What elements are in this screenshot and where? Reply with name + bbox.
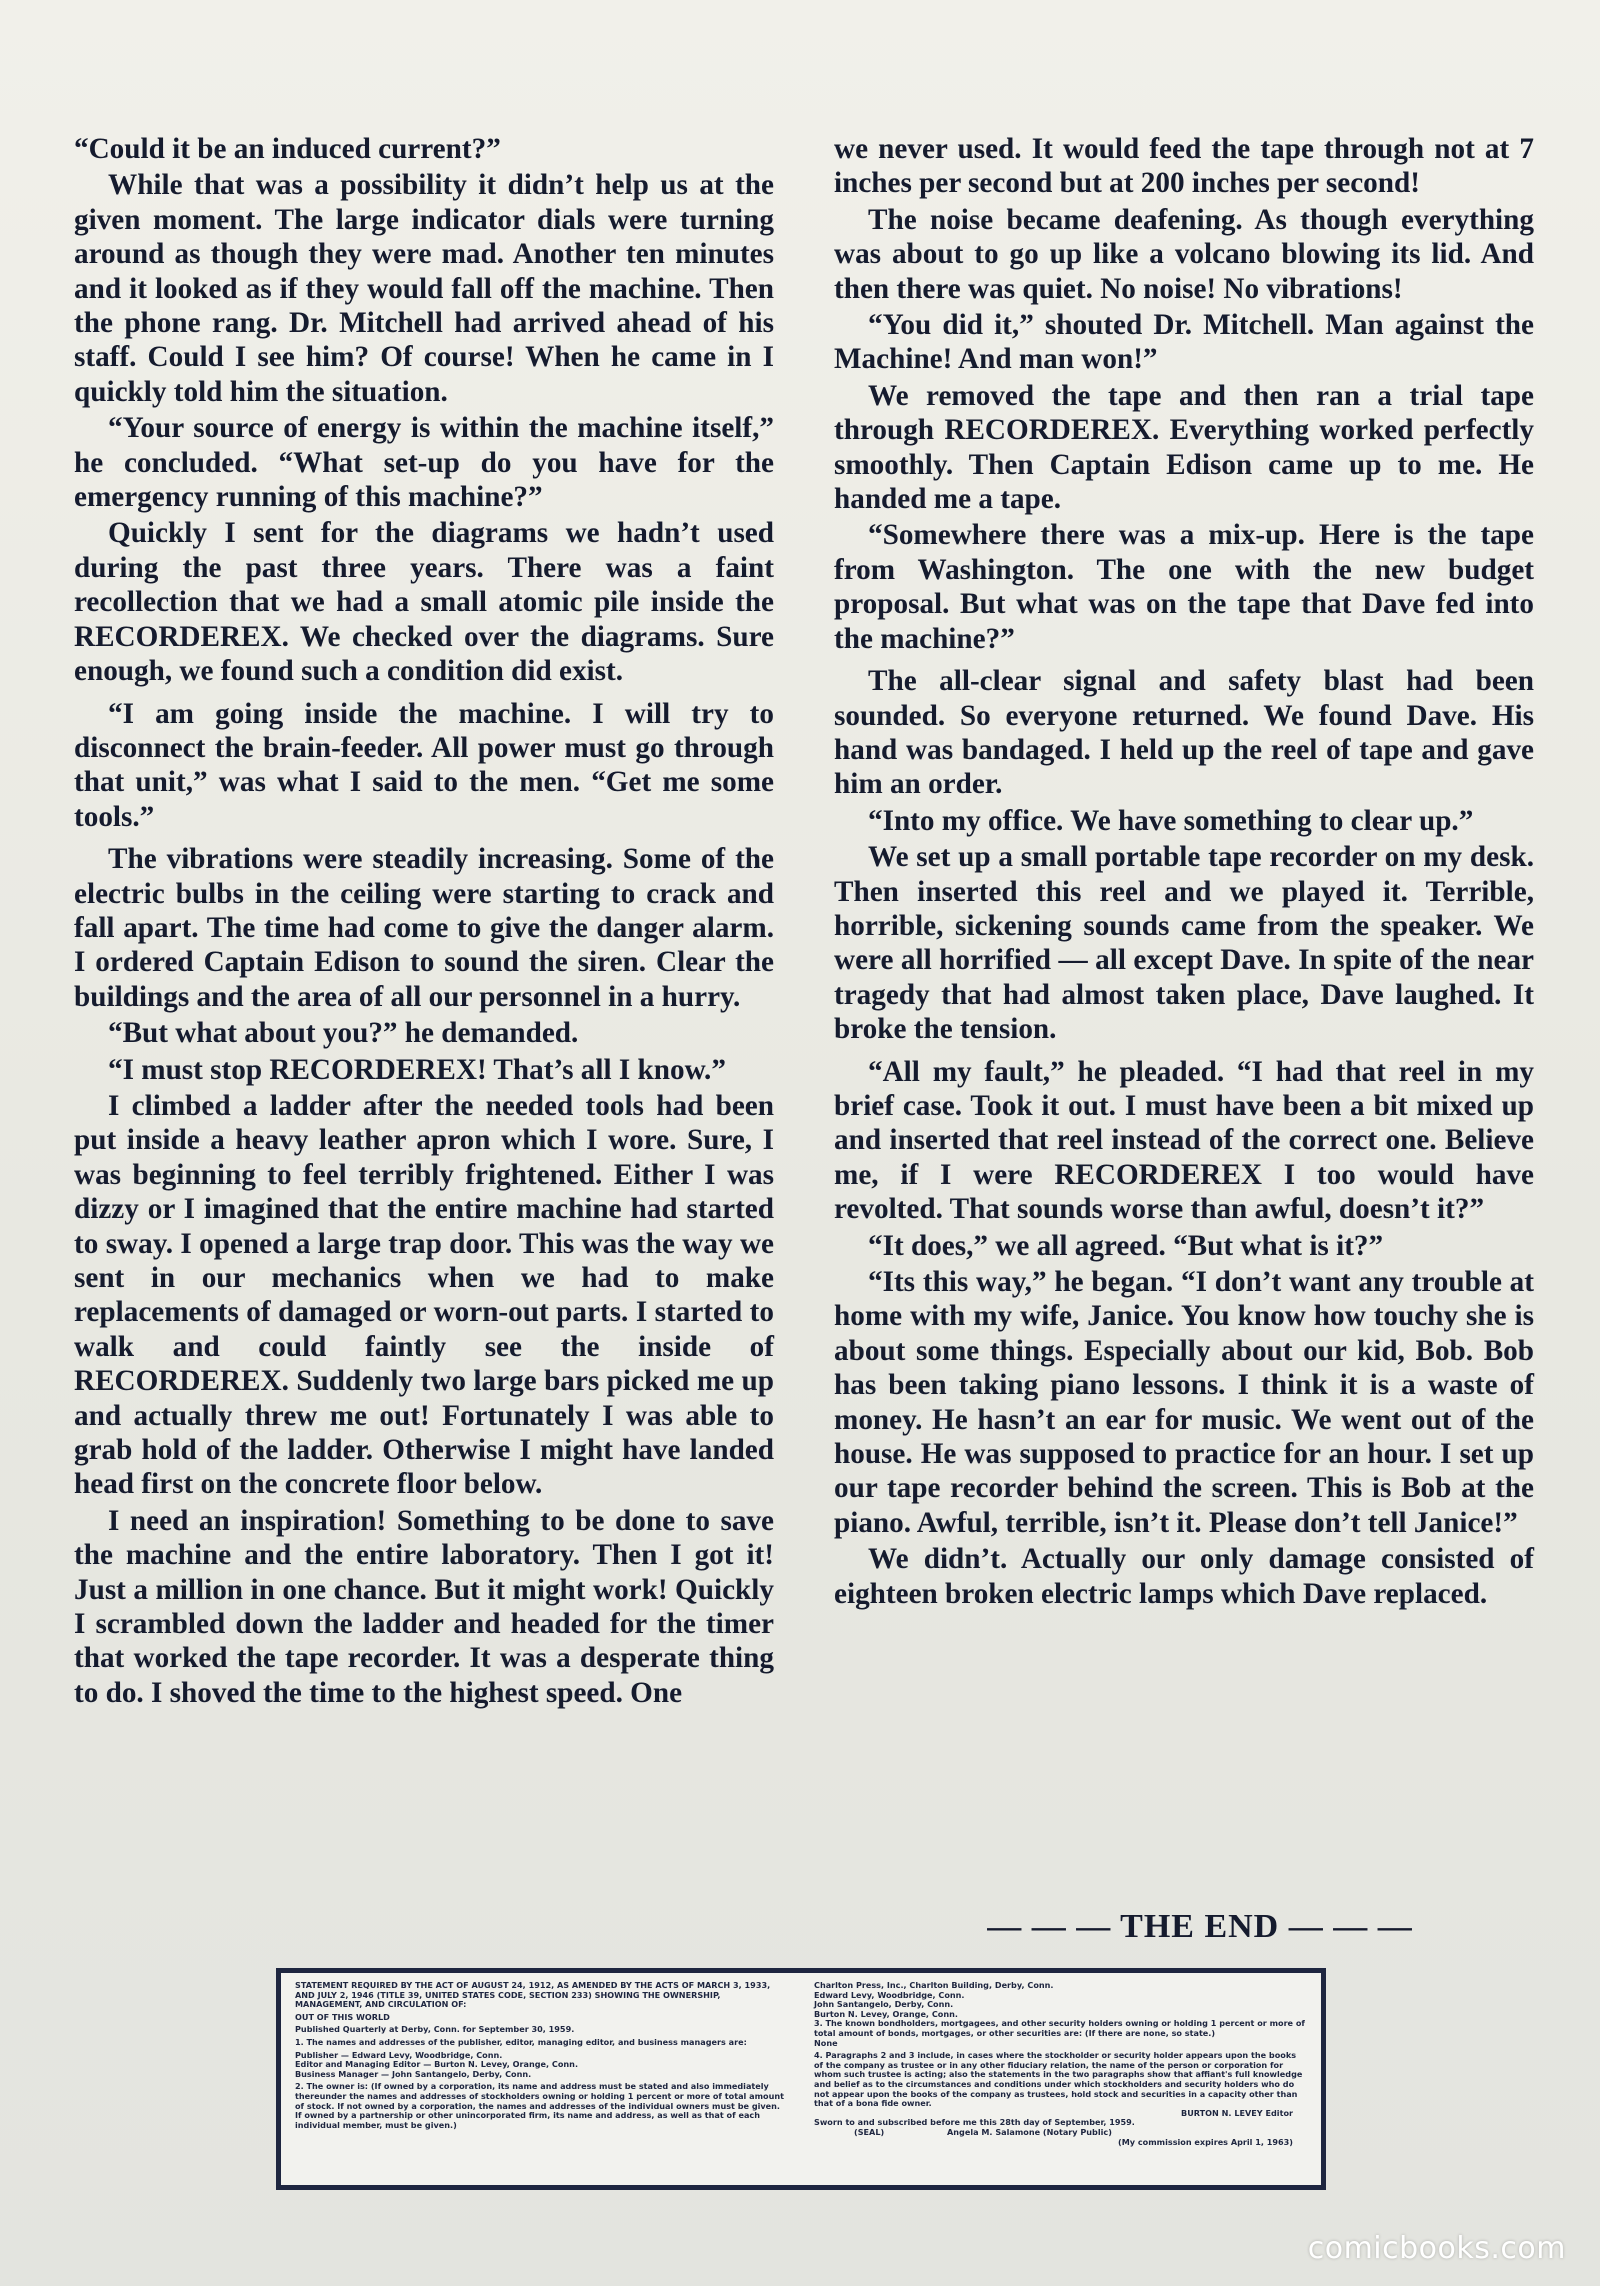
- paragraph: Quickly I sent for the diagrams we hadn’t used during the past three years. There was a faint recollection that we had a small atomic pile inside the RECORDEREX. We checked over the diagrams. Sure enough, we found such a condition did exist.: [74, 517, 774, 688]
- seal-text: (SEAL): [854, 2126, 885, 2137]
- paragraph: We didn’t. Actually our only damage consisted of eighteen broken electric lamps which Dave replaced.: [834, 1543, 1534, 1610]
- paragraph: “But what about you?” he demanded.: [108, 1017, 579, 1050]
- editor-line: Editor and Managing Editor — Burton N. Levey, Orange, Conn.: [295, 2059, 579, 2070]
- paragraph: The noise became deafening. As though everything was about to go up like a volcano blowing its lid. And then there was quiet. No noise! No vibrations!: [834, 203, 1534, 305]
- statement-heading: STATEMENT REQUIRED BY THE ACT OF AUGUST 24, 1912, AS AMENDED BY THE ACTS OF MARCH 3, 1933, AND JULY 2, 1946 (TITLE 39, UNITED STATES CODE, SECTION 233) SHOWING THE OWNERSHIP, MANAGEMENT, AND CIRCULATION OF:: [295, 1980, 771, 2010]
- paragraph: The vibrations were steadily increasing. Some of the electric bulbs in the ceiling were starting to crack and fall apart. The time had come to give the danger alarm. I ordered Captain Edison to sound the siren. Clear the buildings and the area of all our personnel in a hurry.: [74, 843, 774, 1013]
- left-text-column: [74, 132, 774, 1712]
- paragraph: “Your source of energy is within the machine itself,” he concluded. “What set-up do you have for the emergency running of this machine?”: [74, 412, 774, 514]
- statement-item-4: 4. Paragraphs 2 and 3 include, in cases where the stockholder or security holder appears upon the books of the company as trustee or in any other fiduciary relation, the name of the person or corporation for whom such trustee is acting; also the statements in the two paragraphs show that affiant's full knowledge and belief as to the circumstances and conditions under which stockholders and security holders who do not appear upon the books of the company as trustees, hold stock and securities in a capacity other than that of a bona fide owner.: [814, 2050, 1303, 2109]
- the-end-marker: — — — THE END — — —: [987, 1908, 1413, 1945]
- paragraph: I climbed a ladder after the needed tools had been put inside a heavy leather apron which I wore. Sure, I was beginning to feel terribly frightened. Either I was dizzy or I imagined that the entire machine had started to sway. I opened a large trap door. This was the way we sent in our mechanics when we had to make replacements of damaged or worn-out parts. I started to walk and could faintly see the inside of RECORDEREX. Suddenly two large bars picked me up and actually threw me out! Fortunately I was able to grab hold of the ladder. Otherwise I might have landed head first on the concrete floor below.: [74, 1089, 774, 1501]
- paragraph: “Could it be an induced current?”: [74, 133, 501, 165]
- statement-item-3: 3. The known bondholders, mortgagees, and other security holders owning or holding 1 percent or more of total amount of bonds, mortgages, or other securities are: (If there are none, so state.): [814, 2018, 1305, 2038]
- paragraph: we never used. It would feed the tape through not at 7 inches per second but at 200 inches per second!: [834, 133, 1534, 200]
- sworn-line: Sworn to and subscribed before me this 28th day of September, 1959.: [814, 2117, 1135, 2128]
- publication-info: Published Quarterly at Derby, Conn. for September 30, 1959.: [295, 2024, 575, 2035]
- none-line: None: [814, 2037, 838, 2048]
- ownership-statement-box: [276, 1968, 1326, 2190]
- paragraph: “I am going inside the machine. I will try to disconnect the brain-feeder. All power must go through that unit,” was what I said to the men. “Get me some tools.”: [74, 697, 774, 833]
- notary-name: Angela M. Salamone (Notary Public): [947, 2126, 1112, 2137]
- publisher-line: Publisher — Edward Levy, Woodbridge, Conn.: [295, 2049, 503, 2060]
- paragraph: “All my fault,” he pleaded. “I had that reel in my brief case. Took it out. I must have been a bit mixed up and inserted that reel instead of the correct one. Believe me, if I were RECORDEREX I too would have revolted. That sounds worse than awful, doesn’t it?”: [834, 1055, 1534, 1226]
- paragraph: The all-clear signal and safety blast had been sounded. So everyone returned. We found Dave. His hand was bandaged. I held up the reel of tape and gave him an order.: [834, 665, 1534, 801]
- editor-signature: BURTON N. LEVEY Editor: [1181, 2107, 1293, 2118]
- publication-title: OUT OF THIS WORLD: [295, 2011, 390, 2022]
- paragraph: “I must stop RECORDEREX! That’s all I know.”: [108, 1053, 726, 1086]
- statement-item-1: 1. The names and addresses of the publisher, editor, managing editor, and business managers are:: [295, 2036, 747, 2047]
- statement-right-column: [814, 1981, 1307, 2179]
- paragraph: “It does,” we all agreed. “But what is it?”: [868, 1229, 1384, 1262]
- statement-item-2: 2. The owner is: (If owned by a corporation, its name and address must be stated and also immediately thereunder the names and addresses of stockholders owning or holding 1 percent or more of total amount of stock. If not owned by a corporation, the names and addresses of the individual owners must be given. If owned by a partnership or other unincorporated firm, its name and address, as well as that of each individual member, must be given.): [295, 2081, 784, 2130]
- paragraph: “Its this way,” he began. “I don’t want any trouble at home with my wife, Janice. You know how touchy she is about some things. Especially about our kid, Bob. Bob has been taking piano lessons. I think it is a waste of money. He hasn’t an ear for music. We went out of the house. He was supposed to practice for an hour. I set up our tape recorder behind the screen. This is Bob at the piano. Awful, terrible, isn’t it. Please don’t tell Janice!”: [834, 1266, 1534, 1539]
- owner-line: Burton N. Levey, Orange, Conn.: [814, 2008, 958, 2019]
- commission-line: (My commission expires April 1, 1963): [1118, 2136, 1293, 2147]
- site-watermark: comicbooks.com: [1307, 2231, 1566, 2266]
- paragraph: We removed the tape and then ran a trial tape through RECORDEREX. Everything worked perfectly smoothly. Then Captain Edison came up to me. He handed me a tape.: [834, 379, 1534, 516]
- owner-line: Charlton Press, Inc., Charlton Building, Derby, Conn.: [814, 1980, 1054, 1990]
- paragraph: “Somewhere there was a mix-up. Here is the tape from Washington. The one with the new budget proposal. But what was on the tape that Dave fed into the machine?”: [834, 519, 1534, 655]
- right-text-column: [834, 132, 1534, 1613]
- owner-line: John Santangelo, Derby, Conn.: [814, 1999, 954, 2010]
- paragraph: “You did it,” shouted Dr. Mitchell. Man against the Machine! And man won!”: [834, 309, 1534, 376]
- statement-left-column: [295, 1981, 788, 2179]
- paragraph: We set up a small portable tape recorder on my desk. Then inserted this reel and we played it. Terrible, horrible, sickening sounds came from the speaker. We were all horrified — all except Dave. In spite of the near tragedy that had almost taken place, Dave laughed. It broke the tension.: [834, 841, 1534, 1046]
- paragraph: While that was a possibility it didn’t help us at the given moment. The large indicator dials were turning around as though they were mad. Another ten minutes and it looked as if they would fall off the machine. Then the phone rang. Dr. Mitchell had arrived ahead of his staff. Could I see him? Of course! When he came in I quickly told him the situation.: [74, 169, 774, 408]
- paragraph: “Into my office. We have something to clear up.”: [868, 804, 1474, 837]
- owner-line: Edward Levy, Woodbridge, Conn.: [814, 1989, 965, 2000]
- business-manager-line: Business Manager — John Santangelo, Derby, Conn.: [295, 2068, 532, 2079]
- paragraph: I need an inspiration! Something to be done to save the machine and the entire laboratory. Then I got it! Just a million in one chance. But it might work! Quickly I scrambled down the ladder and headed for the timer that worked the tape recorder. It was a desperate thing to do. I shoved the time to the highest speed. One: [74, 1504, 774, 1709]
